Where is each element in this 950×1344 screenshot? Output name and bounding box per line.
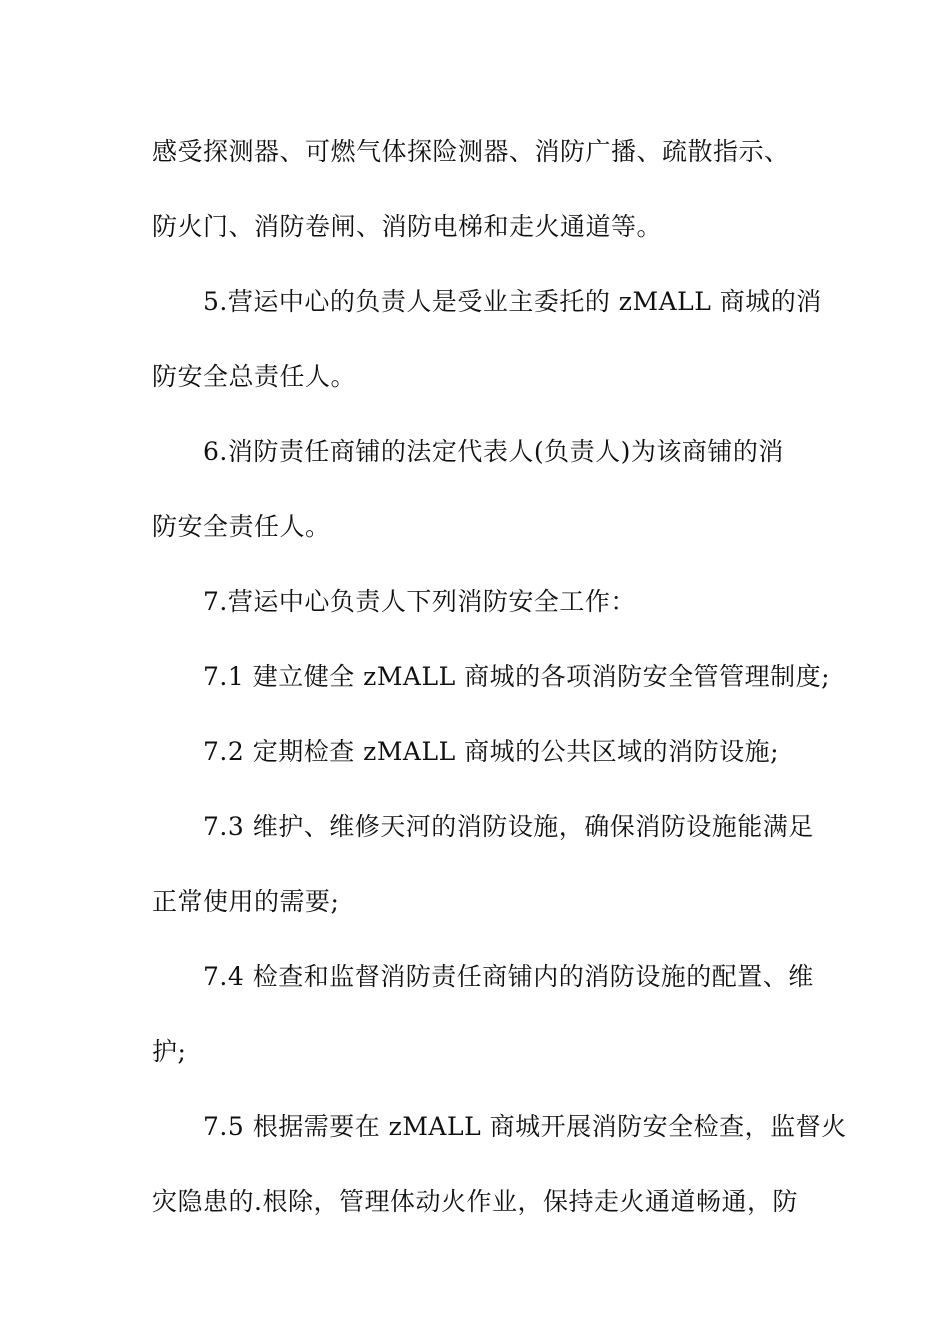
text-line-2: 防火门、消防卷闸、消防电梯和走火通道等。 <box>152 212 663 241</box>
paragraph-6-line-2: 防安全责任人。 <box>152 512 331 541</box>
text-line-1: 感受探测器、可燃气体探险测器、消防广播、疏散指示、 <box>152 137 790 166</box>
paragraph-5-line-2: 防安全总责任人。 <box>152 362 357 391</box>
item-7-4-line-1: 7.4 检查和监督消防责任商铺内的消防设施的配置、维 <box>203 962 814 991</box>
item-7-4-line-2: 护; <box>152 1037 187 1066</box>
item-7-5-line-2: 灾隐患的.根除，管理体动火作业，保持走火通道畅通，防 <box>152 1187 798 1216</box>
item-7-3-line-1: 7.3 维护、维修天河的消防设施，确保消防设施能满足 <box>203 812 814 841</box>
paragraph-6-line-1: 6.消防责任商铺的法定代表人(负责人)为该商铺的消 <box>203 437 784 466</box>
item-7-5-line-1: 7.5 根据需要在 zMALL 商城开展消防安全检查，监督火 <box>203 1112 847 1141</box>
paragraph-7-heading: 7.营运中心负责人下列消防安全工作： <box>203 587 636 616</box>
item-7-1: 7.1 建立健全 zMALL 商城的各项消防安全管管理制度; <box>203 662 831 691</box>
item-7-2: 7.2 定期检查 zMALL 商城的公共区域的消防设施; <box>203 737 780 766</box>
paragraph-5-line-1: 5.营运中心的负责人是受业主委托的 zMALL 商城的消 <box>203 287 822 316</box>
item-7-3-line-2: 正常使用的需要; <box>152 887 340 916</box>
